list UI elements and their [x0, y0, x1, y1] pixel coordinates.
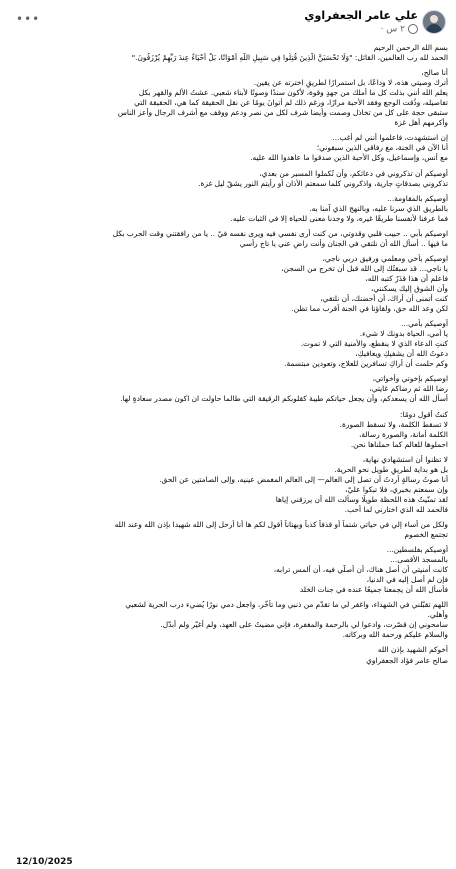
- post-text-line: أنا صالح،: [421, 68, 448, 78]
- post-text-line: تذكروني بصدقاتٍ جارية، واذكروني كلما سمعتم الأذان أو رأيتم النور يشقّ ليل غزة.: [198, 178, 448, 188]
- post-paragraph: [8, 520, 448, 540]
- post-text-line: أنا الآن في الجنة، مع رفاقي الذين سبقوني؛: [316, 143, 448, 153]
- post-text-line: ما فيها .. أسأل الله أن نلتقي في الجنان وأنت راضٍ عني يا تاج رأسي: [239, 238, 448, 248]
- post-text-line: كنتُ أقول دومًا:: [399, 409, 448, 419]
- post-text-line: سامحوني إن قصّرت، وادعوا لي بالرحمة والمغفرة، فإني مضيتُ على العهد، ولم أُغيّر ولم أُبدّل.: [160, 620, 448, 630]
- post-text-line: بل هو بداية لطريقٍ طويل نحو الحرية.: [334, 464, 448, 474]
- author-name[interactable]: علي عامر الجعفراوي: [304, 9, 418, 22]
- post-text-line: فاعلم أن هذا قدَرٌ كتبه الله،: [365, 273, 448, 283]
- post-paragraph: [8, 169, 448, 189]
- post-paragraph: [8, 194, 448, 224]
- post-text-line: اللهم تقبّلني في الشهداء، واغفر لي ما تقدّم من ذنبي وما تأخّر، واجعل دمي نورًا يُضيء درب الحرية لشعبي: [125, 600, 448, 610]
- post-paragraph: [8, 319, 448, 369]
- post-text-line: تفاصيله، وذُقت الوجع وفقد الأحبة مرارًا، ورغم ذلك لم أتوانَ يومًا عن نقل الحقيقة كما هي، الحقيقة التي: [134, 98, 448, 108]
- post-text-line: كانت أمنيتي أن أصل هناك، أن أصلّي فيه، أن ألمس ترابه،: [273, 565, 448, 575]
- post-paragraph: [8, 410, 448, 450]
- post-text-line: أوصيكم بالمقاومة...: [387, 193, 448, 203]
- post-text-line: تجتمع الخصوم: [404, 530, 448, 540]
- post-body: [8, 43, 448, 666]
- post-text-line: لا تسقط الكلمة، ولا تسقط الصورة.: [339, 419, 448, 429]
- author-avatar[interactable]: [422, 10, 446, 34]
- post-time[interactable]: ٢ س ·: [380, 24, 405, 35]
- post-text-line: صالح عامر فؤاد الجعفراوي: [366, 655, 448, 665]
- more-options-icon[interactable]: •••: [16, 12, 41, 26]
- post-text-line: أوصيكم أن تذكروني في دعائكم، وأن تُكملوا المسير من بعدي،: [259, 168, 448, 178]
- post-text-line: وأكرمهم أهل غزة: [394, 118, 448, 128]
- post-text-line: فإن لم أصل إليه في الدنيا،: [366, 575, 448, 585]
- post-text-line: اوصيكم بأبي .. حبيب قلبي وقدوتي، من كنت أرى نفسي فيه ويرى نفسه فيّ .. يا من رافقتني وقت الحرب بكل: [112, 228, 448, 238]
- post-paragraph: [8, 645, 448, 665]
- post-text-line: كنت أتمنى أن أراك، أن أحضنك، أن نلتقي،: [320, 294, 448, 304]
- post-text-line: فما عرفنا لأنفسنا طريقًا غيره، ولا وجدنا معنى للحياة إلا في الثبات عليه.: [230, 213, 448, 223]
- post-text-line: لقد تمنّيتُ هذه اللحظة طويلًا وسألت الله أن يرزقني إياها: [275, 494, 448, 504]
- post-text-line: إن استشهدت، فاعلموا أنني لم أغب...: [332, 133, 448, 143]
- post-text-line: كنتِ الدعاء الذي لا ينقطع، والأمنية التي لا تموت.: [300, 339, 448, 349]
- post-text-line: يعلم الله أنني بذلت كل ما أملك من جهدٍ وقوة، لأكون سندًا وصوتًا لأبناء شعبي. عشتُ الألم والقهر بكل: [138, 88, 448, 98]
- post-text-line: لا تظنوا أن استشهادي نهاية،: [362, 454, 448, 464]
- post-paragraph: [8, 374, 448, 404]
- post-paragraph: [8, 600, 448, 640]
- post-text-line: احملوها للعالم كما حملناها نحن.: [350, 439, 448, 449]
- post-text-line: أوصيكم بأمي...: [401, 319, 448, 329]
- post-text-line: ولكل من أساء إلي في حياتي شتماً أو قذفاً كذباً وبهتاناً أقول لكم ها أنا أرحل إلى الله شهيدا بإذن الله وعند الله: [114, 519, 448, 529]
- post-date: 12/10/2025: [16, 857, 73, 867]
- post-text-line: وأهلي.: [427, 610, 448, 620]
- post-text-line: يا ناجي... قد سبقتُك إلى الله قبل أن تخرج من السجن،: [281, 263, 448, 273]
- post-text-line: أوصيكم بفلسطين...: [386, 545, 448, 555]
- post-text-line: والسلام عليكم ورحمة الله وبركاته.: [342, 630, 448, 640]
- post-text-line: بسم الله الرحمن الرحيم: [373, 43, 448, 52]
- post-text-line: فأسأل الله أن يجمعنا جميعًا عنده في جنات الخلد: [299, 585, 448, 595]
- post-paragraph: [8, 68, 448, 128]
- post-text-line: اوصيكم بإخوتي وأخواتي،: [372, 374, 448, 384]
- post-text-line: دعوتُ الله أن يشفيكِ ويعافيكِ،: [355, 349, 448, 359]
- post-text-line: الحمد لله رب العالمين، القائل: "وَلَا تَحْسَبَنَّ الَّذِينَ قُتِلُوا فِي سَبِيلِ اللَّهِ أَمْوَاتًا، بَلْ أَحْيَاءٌ عِندَ رَبِّهِمْ يُرْزَقُونَ.": [131, 53, 448, 63]
- post-text-line: وكم حلمت أن أراكِ تسافرين للعلاج، وتعودين مبتسمة.: [284, 359, 448, 369]
- post-header: [0, 0, 456, 40]
- post-paragraph: [8, 43, 448, 63]
- post-text-line: أسأل الله أن يسعدكم، وأن يجعل حياتكم طيبة كقلوبكم الرقيقة التي طالما حاولت ان اكون مصدر سعادةٍ لها.: [120, 394, 448, 404]
- post-text-line: الكلمة أمانة، والصورة رسالة،: [359, 429, 448, 439]
- post-text-line: لكن وعد الله حق، ولقاؤنا في الجنة أقرب مما تظن.: [291, 304, 448, 314]
- post-paragraph: [8, 229, 448, 249]
- globe-icon: [408, 24, 418, 34]
- post-text-line: وإن سمعتم بخبري، فلا تبكوا عليّ،: [345, 484, 448, 494]
- post-paragraph: [8, 133, 448, 163]
- post-text-line: أخوكم الشهيد بإذن الله: [377, 645, 448, 655]
- post-text-line: مع أنس، وإسماعيل، وكل الأحبة الذين صدقوا ما عاهدوا الله عليه.: [250, 153, 448, 163]
- post-text-line: أنا صوتُ رسالةٍ أردتُ أن تصل إلى العالم— إلى العالم المغمض عينيه، وإلى الصامتين عن الحق.: [159, 474, 448, 484]
- post-text-line: بالمسجد الأقصى...: [390, 555, 448, 565]
- post-paragraph: [8, 545, 448, 595]
- post-paragraph: [8, 455, 448, 515]
- post-text-line: بالطريق الذي سرنا عليه، وبالنهج الذي آمنا به.: [309, 203, 448, 213]
- post-text-line: رضا الله ثم رضاكم غايتي،: [369, 384, 448, 394]
- post-paragraph: [8, 254, 448, 314]
- post-text-line: فالحمد لله الذي اختارني لما أحب.: [344, 504, 448, 514]
- post-text-line: أترك وصيتي هذه، لا وداعًا، بل استمرارًا لطريقٍ اخترته عن يقين.: [253, 78, 448, 88]
- post-text-line: وأن الشوق إليك يسكنني،: [370, 283, 448, 293]
- post-text-line: ستبقى حجة على كل من تخاذل وصمت وأيضا شرف لكل من نصر ودعم ووقف مع أشرف الرجال وأعز الناس: [117, 108, 448, 118]
- post-text-line: يا أمي، الحياة بدونك لا شيء.: [359, 329, 448, 339]
- post-meta: [381, 24, 418, 35]
- post-text-line: اوصيكم بأخي ومعلمي ورفيق دربي ناجي،: [322, 253, 448, 263]
